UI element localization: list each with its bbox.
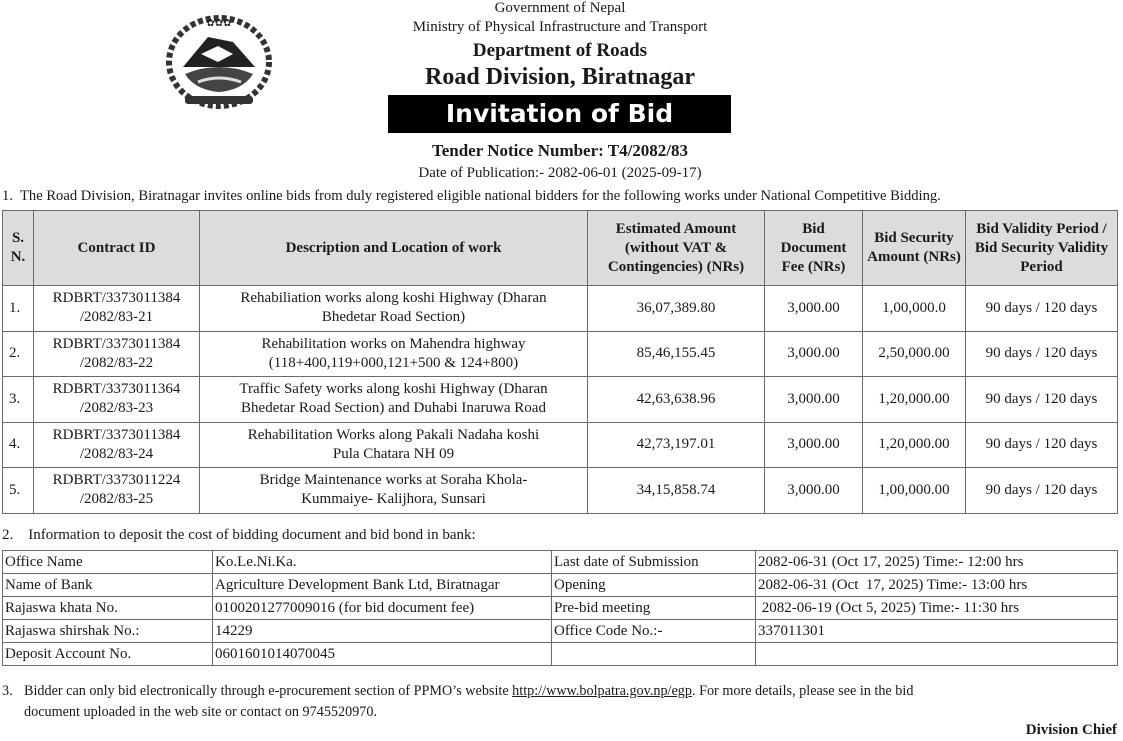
section-3-number: 3. bbox=[2, 683, 13, 699]
ministry-name: Ministry of Physical Infrastructure and Transport bbox=[412, 19, 708, 35]
cell-estimated-amount: 42,63,638.96 bbox=[588, 377, 765, 423]
cell-description-line2: Pula Chatara NH 09 bbox=[332, 445, 455, 462]
cell-validity-period: 90 days / 120 days bbox=[966, 286, 1118, 332]
department-name: Department of Roads bbox=[472, 40, 648, 61]
publication-date: Date of Publication:- 2082-06-01 (2025-09-17) bbox=[418, 165, 702, 181]
info-label: Deposit Account No. bbox=[3, 643, 213, 666]
cell-contract-id-line2: /2082/83-25 bbox=[79, 491, 154, 508]
cell-contract-id-line1: RDBRT/3373011384 bbox=[52, 290, 181, 307]
cell-bid-document-fee: 3,000.00 bbox=[765, 422, 863, 468]
cell-bid-security-amount: 1,20,000.00 bbox=[863, 377, 966, 423]
header-description: Description and Location of work bbox=[200, 211, 588, 286]
cell-estimated-amount: 36,07,389.80 bbox=[588, 286, 765, 332]
page-title: Invitation of Bid bbox=[388, 95, 731, 133]
svg-text:✿✿✿: ✿✿✿ bbox=[206, 18, 232, 29]
division-name: Road Division, Biratnagar bbox=[424, 64, 696, 90]
info-label: Office Code No.:- bbox=[552, 620, 756, 643]
cell-bid-security-amount: 2,50,000.00 bbox=[863, 331, 966, 377]
cell-sn: 4. bbox=[3, 422, 34, 468]
cell-description-line2: Bhedetar Road Section) and Duhabi Inaruwa Road bbox=[241, 400, 546, 417]
info-value: 2082-06-31 (Oct 17, 2025) Time:- 12:00 hrs bbox=[756, 551, 1118, 574]
tender-notice-number: Tender Notice Number: T4/2082/83 bbox=[431, 141, 689, 160]
info-value: 2082-06-31 (Oct 17, 2025) Time:- 13:00 hrs bbox=[756, 574, 1118, 597]
government-name: Government of Nepal bbox=[494, 0, 626, 16]
cell-description-line2: (118+400,119+000,121+500 & 124+800) bbox=[268, 354, 519, 371]
section-3-text: Bidder can only bid electronically through e-procurement section of PPMO’s website bbox=[24, 683, 513, 699]
header-sn: S. N. bbox=[3, 211, 34, 286]
cell-description-line1: Rehabilitation works on Mahendra highway bbox=[261, 335, 526, 352]
info-value: 0601601014070045 bbox=[213, 643, 552, 666]
cell-contract-id bbox=[34, 377, 200, 423]
cell-bid-security-amount: 1,00,000.0 bbox=[863, 286, 966, 332]
cell-contract-id bbox=[34, 331, 200, 377]
cell-description-line1: Rehabilitation Works along Pakali Nadaha koshi bbox=[247, 426, 540, 443]
info-row bbox=[3, 597, 1118, 620]
info-row bbox=[3, 551, 1118, 574]
cell-contract-id bbox=[34, 286, 200, 332]
cell-bid-document-fee: 3,000.00 bbox=[765, 286, 863, 332]
cell-estimated-amount: 42,73,197.01 bbox=[588, 422, 765, 468]
cell-contract-id-line1: RDBRT/3373011384 bbox=[52, 335, 181, 352]
table-row bbox=[3, 286, 1118, 332]
table-row bbox=[3, 331, 1118, 377]
cell-bid-security-amount: 1,00,000.00 bbox=[863, 468, 966, 514]
cell-description-line2: Bhedetar Road Section) bbox=[321, 309, 466, 326]
cell-contract-id-line1: RDBRT/3373011224 bbox=[52, 472, 181, 489]
cell-contract-id bbox=[34, 422, 200, 468]
info-value: Agriculture Development Bank Ltd, Biratnagar bbox=[213, 574, 552, 597]
cell-contract-id-line1: RDBRT/3373011384 bbox=[52, 426, 181, 443]
cell-validity-period: 90 days / 120 days bbox=[966, 422, 1118, 468]
info-value bbox=[756, 643, 1118, 666]
header-bid-security-amount: Bid Security Amount (NRs) bbox=[863, 211, 966, 286]
cell-description-line1: Rehabiliation works along koshi Highway (Dharan bbox=[240, 290, 547, 307]
cell-sn: 2. bbox=[3, 331, 34, 377]
cell-validity-period: 90 days / 120 days bbox=[966, 331, 1118, 377]
cell-description bbox=[200, 422, 588, 468]
cell-estimated-amount: 85,46,155.45 bbox=[588, 331, 765, 377]
info-label bbox=[552, 643, 756, 666]
section-3-line2: document uploaded in the web site or contact on 9745520970. bbox=[24, 704, 378, 720]
section-3-text-after: . For more details, please see in the bid bbox=[691, 683, 914, 699]
info-row bbox=[3, 643, 1118, 666]
cell-description bbox=[200, 331, 588, 377]
cell-contract-id-line1: RDBRT/3373011364 bbox=[52, 381, 181, 398]
header-bid-document-fee: Bid Document Fee (NRs) bbox=[765, 211, 863, 286]
info-value: 0100201277009016 (for bid document fee) bbox=[213, 597, 552, 620]
bid-table bbox=[2, 210, 1118, 514]
table-header-row bbox=[3, 211, 1118, 286]
table-row bbox=[3, 422, 1118, 468]
section-3-note bbox=[2, 681, 1120, 723]
bolpatra-link[interactable]: http://www.bolpatra.gov.np/egp bbox=[512, 683, 692, 699]
cell-description-line2: Kummaiye- Kalijhora, Sunsari bbox=[301, 491, 486, 508]
cell-validity-period: 90 days / 120 days bbox=[966, 377, 1118, 423]
info-row bbox=[3, 620, 1118, 643]
bank-info-table bbox=[2, 550, 1118, 666]
header-estimated-amount: Estimated Amount (without VAT & Contingencies) (NRs) bbox=[588, 211, 765, 286]
cell-validity-period: 90 days / 120 days bbox=[966, 468, 1118, 514]
nepal-emblem-icon bbox=[163, 12, 275, 110]
info-label: Rajaswa khata No. bbox=[3, 597, 213, 620]
cell-sn: 3. bbox=[3, 377, 34, 423]
cell-contract-id-line2: /2082/83-21 bbox=[79, 309, 154, 326]
section-1-intro: 1. The Road Division, Biratnagar invites online bids from duly registered eligible national bidders for the following works under National Competitive Bidding. bbox=[2, 188, 941, 204]
info-value: 337011301 bbox=[756, 620, 1118, 643]
cell-contract-id-line2: /2082/83-22 bbox=[79, 354, 154, 371]
info-label: Last date of Submission bbox=[552, 551, 756, 574]
info-label: Opening bbox=[552, 574, 756, 597]
cell-contract-id-line2: /2082/83-24 bbox=[79, 445, 154, 462]
cell-sn: 1. bbox=[3, 286, 34, 332]
cell-sn: 5. bbox=[3, 468, 34, 514]
table-row bbox=[3, 377, 1118, 423]
info-row bbox=[3, 574, 1118, 597]
cell-bid-document-fee: 3,000.00 bbox=[765, 331, 863, 377]
info-label: Office Name bbox=[3, 551, 213, 574]
info-value: Ko.Le.Ni.Ka. bbox=[213, 551, 552, 574]
cell-description bbox=[200, 468, 588, 514]
cell-bid-document-fee: 3,000.00 bbox=[765, 377, 863, 423]
section-2-intro: 2. Information to deposit the cost of bidding document and bid bond in bank: bbox=[2, 527, 476, 543]
cell-bid-security-amount: 1,20,000.00 bbox=[863, 422, 966, 468]
cell-contract-id-line2: /2082/83-23 bbox=[79, 400, 154, 417]
cell-contract-id bbox=[34, 468, 200, 514]
signature-title: Division Chief bbox=[1025, 722, 1117, 738]
cell-description-line1: Traffic Safety works along koshi Highway (Dharan bbox=[239, 381, 548, 398]
cell-estimated-amount: 34,15,858.74 bbox=[588, 468, 765, 514]
table-row bbox=[3, 468, 1118, 514]
cell-description bbox=[200, 377, 588, 423]
cell-description-line1: Bridge Maintenance works at Soraha Khola- bbox=[259, 472, 528, 489]
info-label: Name of Bank bbox=[3, 574, 213, 597]
header-contract-id: Contract ID bbox=[34, 211, 200, 286]
info-value: 2082-06-19 (Oct 5, 2025) Time:- 11:30 hrs bbox=[756, 597, 1118, 620]
info-label: Pre-bid meeting bbox=[552, 597, 756, 620]
header-validity-period: Bid Validity Period / Bid Security Validity Period bbox=[966, 211, 1118, 286]
cell-bid-document-fee: 3,000.00 bbox=[765, 468, 863, 514]
info-value: 14229 bbox=[213, 620, 552, 643]
cell-description bbox=[200, 286, 588, 332]
info-label: Rajaswa shirshak No.: bbox=[3, 620, 213, 643]
